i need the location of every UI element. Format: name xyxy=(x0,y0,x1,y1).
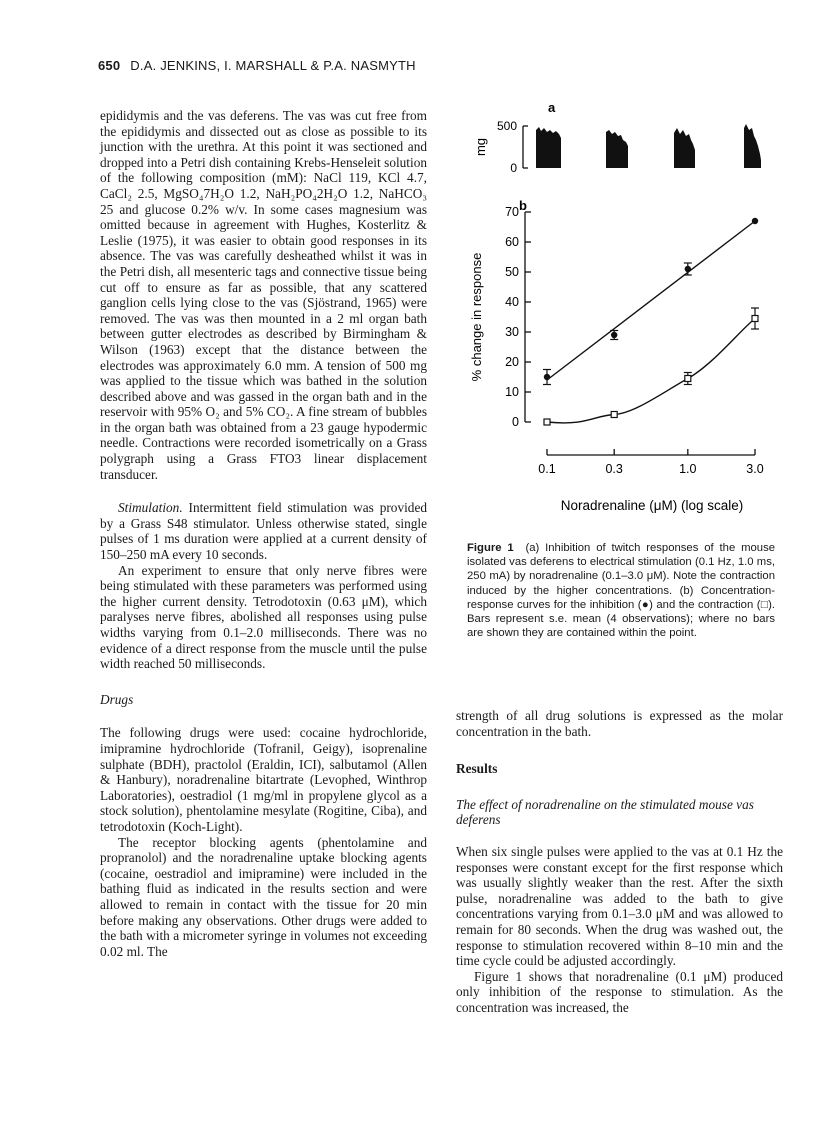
drugs-paragraph: The following drugs were used: cocaine hydrochloride, imipramine hydrochloride (Tofranil, Geigy), isoprenaline sulphate (BDH), practolol (Eraldin, ICI), salbutamol (Allen & Hanbury), noradrenaline bitartrate (Levophed, Winthrop Laboratories), oestradiol (1 mg/ml in propylene glycol as a stock solution), phentolamine mesylate (Rogitine, Ciba), and tetrodotoxin (Koch-Light). xyxy=(100,725,427,834)
inhibition-line xyxy=(547,221,755,380)
methods-paragraph: epididymis and the vas deferens. The vas was cut free from the epididymis and dissected out as close as possible to its junction with the urethra. At this point it was sectioned and dropped into a Petri dish containing Krebs-Henseleit solution of the following composition (mM): NaCl 119, KCl 4.7, CaCl₂ 2.5, MgSO₄7H₂O 1.2, NaH₂PO₄2H₂O 1.2, NaHCO₃ 25 and glucose 0.2% w/v. In some cases magnesium was omitted because in agreement with Hughes, Kosterlitz & Leslie (1975), it was easier to obtain good responses in its absence. The vas was carefully desheathed whilst it was in the Petri dish, all mesenteric tags and connective tissue being cut off to ensure as far as possible, that any scattered ganglion cells lying close to the vas (Sjöstrand, 1965) were removed. The vas was then mounted in a 2 ml organ bath between gutter electrodes as described by Birmingham & Wilson (1963) except that the distance between the electrodes was approximately 6.0 mm. A tension of 500 mg was applied to the tissue which was bathed in the solution described above and was gassed in the organ bath and in the reservoir with 95% O₂ and 5% CO₂. A fine stream of bubbles in the organ bath was obtained from a 23 gauge hypodermic needle. Contractions were recorded isometrically on a Grass polygraph using a Grass FTO3 linear displacement transducer. xyxy=(100,108,427,482)
caption-label: Figure 1 xyxy=(467,542,514,554)
stimulation-text: Intermittent field stimulation was provided by a Grass S48 stimulator. Unless otherwise stated, single pulses of 1 ms duration were applied at a current density of 150–250 mA every 10 seconds. xyxy=(100,500,427,563)
inhibition-point xyxy=(685,266,691,272)
y-tick-label: 40 xyxy=(505,295,519,309)
twitch-trace-4 xyxy=(744,124,761,168)
stimulation-heading: Stimulation. xyxy=(118,500,183,516)
contraction-point xyxy=(752,316,758,322)
running-authors: D.A. JENKINS, I. MARSHALL & P.A. NASMYTH xyxy=(130,58,416,73)
tetrodotoxin-paragraph: An experiment to ensure that only nerve fibres were being stimulated with these parameters was performed using the higher current density. Tetrodotoxin (0.63 μM), which paralyses nerve fibres, abolished all responses using pulse widths varying from 0.1–2.0 milliseconds. There was no evidence of a direct response from the muscle until the pulse width reached 50 milliseconds. xyxy=(100,562,427,672)
x-tick-label: 3.0 xyxy=(746,462,764,476)
x-tick-label: 0.1 xyxy=(538,462,556,476)
panel-a-label: a xyxy=(548,100,556,115)
twitch-trace-3 xyxy=(674,128,695,168)
panel-b-label: b xyxy=(519,198,527,213)
plot-area xyxy=(543,218,759,425)
inhibition-point xyxy=(611,332,617,338)
results-paragraph: When six single pulses were applied to the vas at 0.1 Hz the responses were constant except for the first response which was usually slightly weaker than the rest. After the sixth pulse, noradrenaline was added to the bath to give concentrations varying from 0.1–3.0 μM and was allowed to remain for 80 seconds. When the drug was washed out, the response to stimulation recovered within 8–10 min and the time cycle could be adjusted accordingly. xyxy=(456,843,783,969)
y-tick-label: 70 xyxy=(505,205,519,219)
y-axis-label: % change in response xyxy=(469,252,484,382)
results-subheading: The effect of noradrenaline on the stimulated mouse vas deferens xyxy=(456,796,754,828)
left-column xyxy=(100,108,427,959)
strength-paragraph: strength of all drug solutions is expressed as the molar concentration in the bath. xyxy=(456,708,783,739)
stimulation-paragraph xyxy=(100,500,427,562)
x-axis-label: Noradrenaline (μM) (log scale) xyxy=(560,498,744,513)
y-tick-label: 10 xyxy=(505,385,519,399)
panel-a-tick-500: 500 xyxy=(496,119,517,133)
twitch-trace-2 xyxy=(606,130,628,168)
inhibition-point xyxy=(752,218,758,224)
drugs-heading: Drugs xyxy=(100,691,134,707)
x-tick-label: 0.3 xyxy=(605,462,623,476)
y-tick-label: 20 xyxy=(505,355,519,369)
panel-a-tick-0: 0 xyxy=(510,161,517,175)
figure-caption xyxy=(467,541,775,640)
y-tick-label: 60 xyxy=(505,235,519,249)
x-tick-label: 1.0 xyxy=(679,462,697,476)
twitch-trace-1 xyxy=(536,127,561,168)
results-heading: Results xyxy=(456,761,498,777)
page-header xyxy=(98,58,416,73)
y-tick-label: 30 xyxy=(505,325,519,339)
contraction-point xyxy=(544,419,550,425)
panel-a-ylabel: mg xyxy=(473,137,488,157)
figure-summary-paragraph: Figure 1 shows that noradrenaline (0.1 μM) produced only inhibition of the response to stimulation. As the concentration was increased, the xyxy=(456,968,783,1015)
right-column xyxy=(456,708,783,1016)
contraction-point xyxy=(611,412,617,418)
chart-axes xyxy=(505,205,764,476)
contraction-curve xyxy=(547,319,755,423)
inhibition-point xyxy=(544,374,550,380)
page-number: 650 xyxy=(98,58,121,73)
receptor-paragraph: The receptor blocking agents (phentolamine and propranolol) and the noradrenaline uptake blocking agents (cocaine, oestradiol and imipramine) were included in the bathing fluid as indicated in the results section and were allowed to remain in contact with the tissue for 20 min before making any observations. Other drugs were added to the bath with a micrometer syringe in volumes not exceeding 0.02 ml. The xyxy=(100,834,427,959)
figure-1 xyxy=(455,100,785,525)
contraction-point xyxy=(685,376,691,382)
y-tick-label: 50 xyxy=(505,265,519,279)
y-tick-label: 0 xyxy=(512,415,519,429)
caption-text: (a) Inhibition of twitch responses of the mouse isolated vas deferens to electrical stimulation (0.1 Hz, 1.0 ms, 250 mA) by noradrenaline (0.1–3.0 μM). Note the contraction induced by the higher concentrations. (b) Concentration-response curves for the inhibition (●) and the contraction (□). Bars represent s.e. mean (4 observations); where no bars are shown they are contained within the point. xyxy=(467,542,776,640)
